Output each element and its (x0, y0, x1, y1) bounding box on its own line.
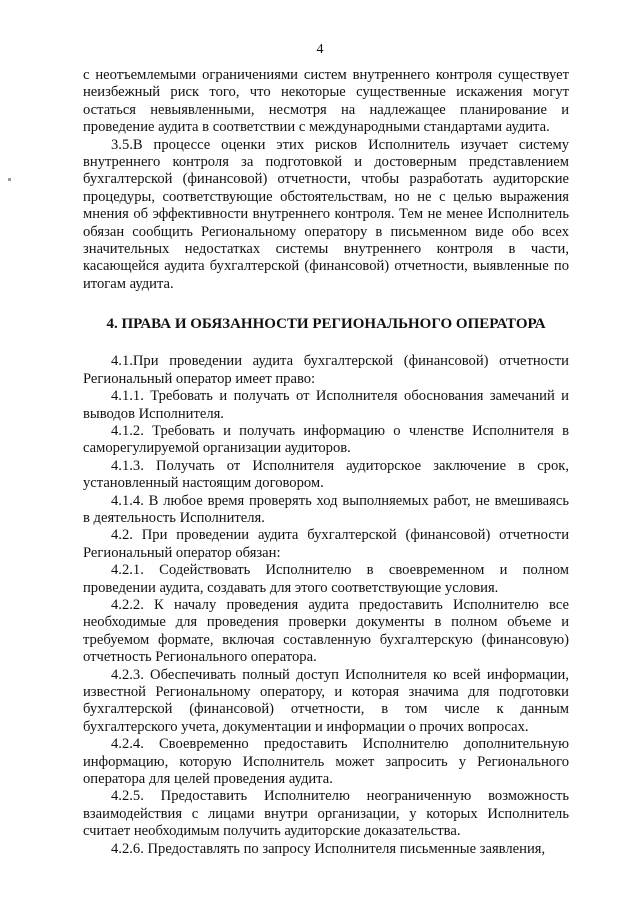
clause-4-2-4: 4.2.4. Своевременно предоставить Исполнителю дополнительную информацию, которую Исполнитель может запросить у Регионального оператора для целей проведения аудита. (83, 736, 569, 788)
paragraph-3-5: 3.5.В процессе оценки этих рисков Исполнитель изучает систему внутреннего контроля за подготовкой и достоверным представлением бухгалтерской (финансовой) отчетности, чтобы разработать аудиторские процедуры, соответствующие обстоятельствам, но не с целью выражения мнения об эффективности внутреннего контроля. Тем не менее Исполнитель обязан сообщить Региональному оператору в письменном виде обо всех значительных недостатках системы внутреннего контроля в части, касающейся аудита бухгалтерской (финансовой) отчетности, выявленные по итогам аудита. (83, 136, 569, 292)
clause-4-1-1: 4.1.1. Требовать и получать от Исполнителя обоснования замечаний и выводов Исполнителя. (83, 388, 569, 422)
clause-4-1: 4.1.При проведении аудита бухгалтерской (финансовой) отчетности Региональный оператор имеет право: (83, 353, 569, 387)
margin-mark (8, 178, 11, 181)
clause-4-2-1: 4.2.1. Содействовать Исполнителю в своевременном и полном проведении аудита, создавать для этого соответствующие условия. (83, 562, 569, 596)
paragraph-continuation: с неотъемлемыми ограничениями систем внутреннего контроля существует неизбежный риск того, что некоторые существенные искажения могут остаться невыявленными, несмотря на надлежащее планирование и проведение аудита в соответствии с международными стандартами аудита. (83, 67, 569, 136)
clause-4-2-3: 4.2.3. Обеспечивать полный доступ Исполнителя ко всей информации, известной Региональному оператору, и которая значима для подготовки бухгалтерской (финансовой) отчетности, в том числе к данным бухгалтерского учета, документации и информации о прочих вопросах. (83, 666, 569, 735)
clause-4-1-4: 4.1.4. В любое время проверять ход выполняемых работ, не вмешиваясь в деятельность Исполнителя. (83, 492, 569, 526)
section-heading: 4. ПРАВА И ОБЯЗАННОСТИ РЕГИОНАЛЬНОГО ОПЕРАТОРА (106, 316, 546, 333)
clause-4-2-2: 4.2.2. К началу проведения аудита предоставить Исполнителю все необходимые для проведения проверки документы в полном объеме и требуемом формате, включая составленную бухгалтерскую (финансовую) отчетность Регионального оператора. (83, 596, 569, 666)
page-number: 4 (316, 42, 324, 57)
clause-4-2-5: 4.2.5. Предоставить Исполнителю неограниченную возможность взаимодействия с лицами внутри организации, у которых Исполнитель считает необходимым получить аудиторские доказательства. (83, 788, 569, 840)
clause-4-1-3: 4.1.3. Получать от Исполнителя аудиторское заключение в срок, установленный настоящим договором. (83, 457, 569, 492)
clause-4-2-6: 4.2.6. Предоставлять по запросу Исполнителя письменные заявления, (111, 840, 546, 857)
clause-4-1-2: 4.1.2. Требовать и получать информацию о членстве Исполнителя в саморегулируемой организации аудиторов. (83, 422, 569, 457)
clause-4-2: 4.2. При проведении аудита бухгалтерской (финансовой) отчетности Региональный оператор обязан: (83, 527, 569, 561)
document-body (83, 67, 569, 858)
